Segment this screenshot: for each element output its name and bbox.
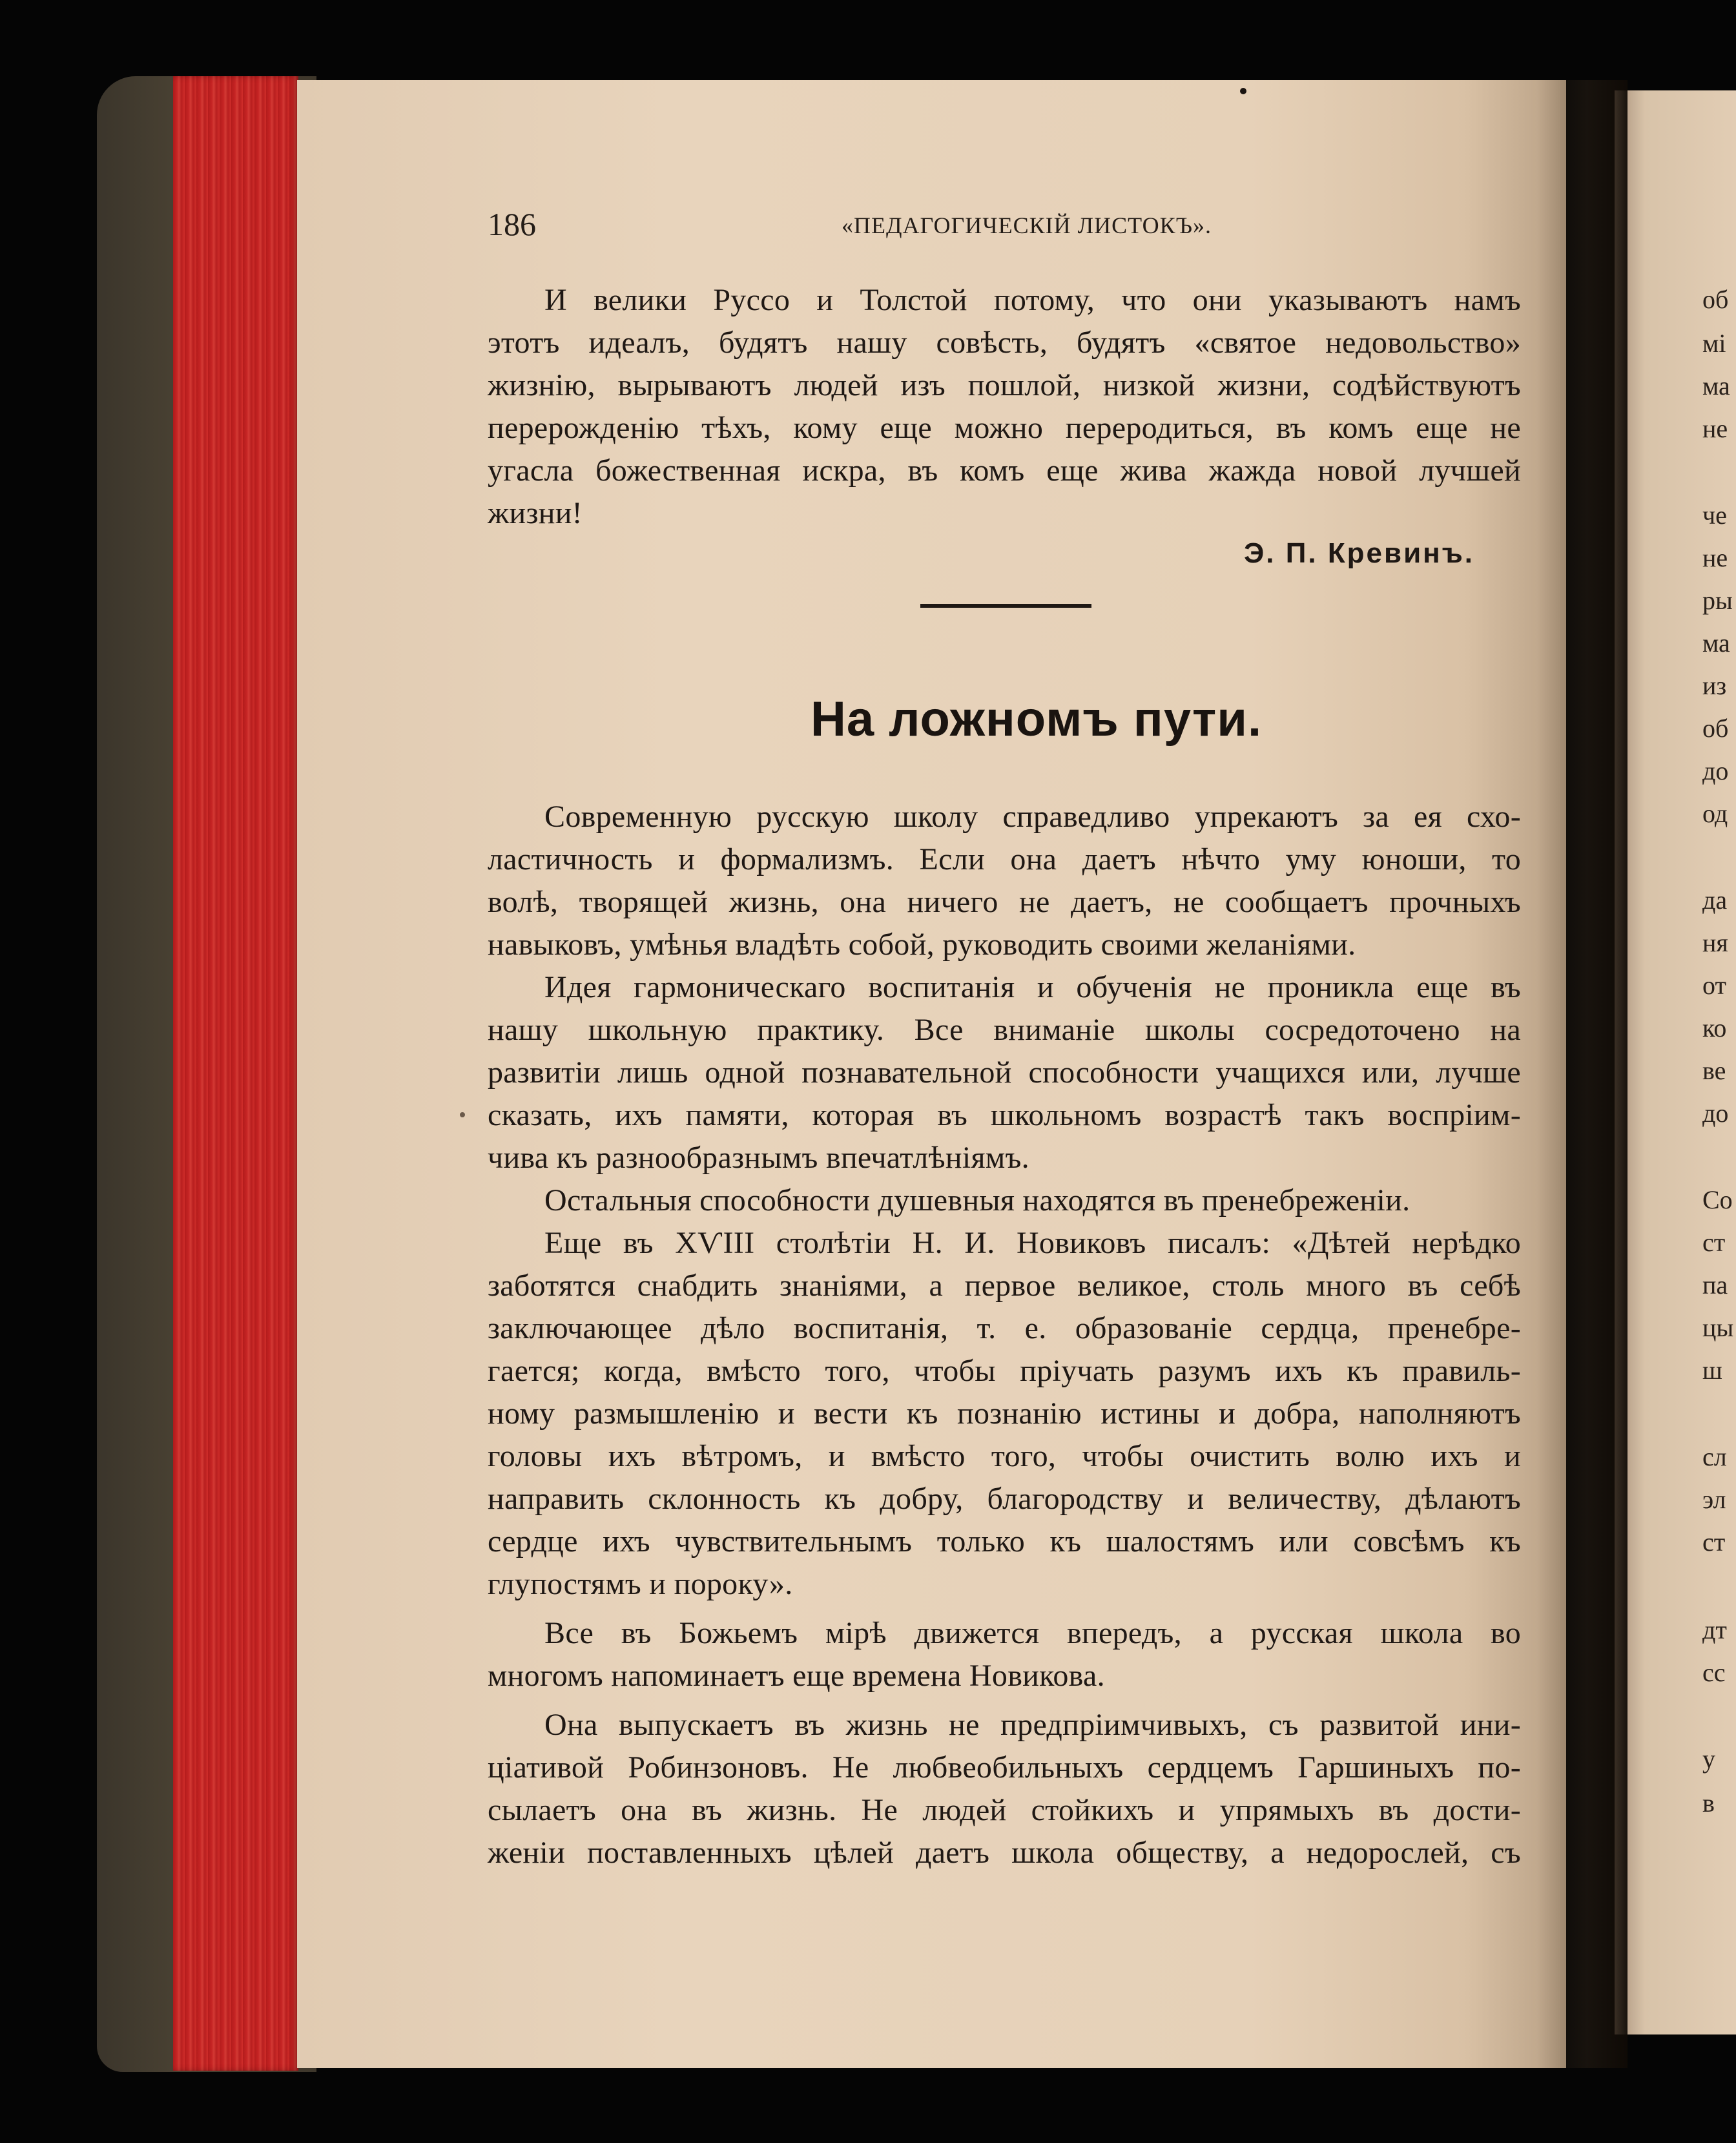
right-fragment: ры — [1702, 586, 1733, 615]
text-line: заботятся снабдить знаніями, а первое великое, столь много въ себѣ — [488, 1268, 1521, 1303]
right-fragment: об — [1702, 714, 1729, 743]
text-line: Все въ Божьемъ мірѣ движется впередъ, а русская школа во — [544, 1616, 1521, 1650]
text-line: ному размышленію и вести къ познанію истины и добра, наполняютъ — [488, 1396, 1521, 1431]
right-fragment: Со — [1702, 1185, 1733, 1214]
right-fragment: ш — [1702, 1356, 1722, 1385]
right-fragment: не — [1702, 414, 1728, 443]
ink-speck — [1240, 88, 1246, 94]
running-title: «ПЕДАГОГИЧЕСКІЙ ЛИСТОКЪ». — [842, 212, 1212, 238]
text-line: женіи поставленныхъ цѣлей даетъ школа обществу, а недорослей, съ — [488, 1836, 1521, 1870]
right-fragment: цы — [1702, 1313, 1734, 1342]
right-fragment: в — [1702, 1788, 1715, 1817]
text-line: этотъ идеалъ, будятъ нашу совѣсть, будятъ «святое недовольство» — [488, 326, 1521, 360]
right-fragment: па — [1702, 1270, 1728, 1299]
text-line: заключающее дѣло воспитанія, т. е. образованіе сердца, пренебре- — [488, 1311, 1521, 1345]
text-line: сердце ихъ чувствительнымъ только къ шалостямъ или совсѣмъ къ — [488, 1524, 1521, 1558]
text-line: волѣ, творящей жизнь, она ничего не даетъ, не сообщаетъ прочныхъ — [488, 885, 1521, 919]
right-fragment: ня — [1702, 928, 1728, 957]
right-fragment: ве — [1702, 1056, 1726, 1085]
right-fragment: ст — [1702, 1228, 1726, 1257]
right-fragment: до — [1702, 756, 1729, 785]
right-fragment: не — [1702, 543, 1728, 572]
right-fragment: че — [1702, 501, 1727, 530]
ink-speck — [460, 1112, 465, 1117]
right-fragment: мі — [1702, 329, 1726, 358]
text-line: сылаетъ она въ жизнь. Не людей стойкихъ и упрямыхъ въ дости- — [488, 1793, 1521, 1827]
text-line: навыковъ, умѣнья владѣть собой, руководить своими желаніями. — [488, 927, 1356, 962]
text-line: жизнію, вырываютъ людей изъ пошлой, низкой жизни, содѣйствуютъ — [488, 368, 1521, 402]
right-fragment: об — [1702, 285, 1729, 314]
right-fragment: сс — [1702, 1658, 1726, 1687]
right-fragment: ма — [1702, 628, 1730, 657]
page-number: 186 — [488, 206, 536, 242]
text-line: Современную русскую школу справедливо упрекаютъ за ея схо- — [544, 800, 1521, 834]
text-line: ціативой Робинзоновъ. Не любвеобильныхъ сердцемъ Гаршиныхъ по- — [488, 1750, 1521, 1785]
text-line: перерожденію тѣхъ, кому еще можно переродиться, въ комъ еще не — [488, 411, 1521, 445]
text-line: И велики Руссо и Толстой потому, что они указываютъ намъ — [544, 283, 1521, 317]
right-fragment: до — [1702, 1099, 1729, 1128]
right-fragment: из — [1702, 671, 1727, 700]
right-fragment: эл — [1702, 1485, 1726, 1514]
text-line: Она выпускаетъ въ жизнь не предпріимчивыхъ, съ развитой ини- — [544, 1708, 1521, 1742]
text-line: нашу школьную практику. Все вниманіе школы сосредоточено на — [488, 1013, 1521, 1047]
right-fragment: ма — [1702, 371, 1730, 400]
right-fragment: да — [1702, 885, 1728, 915]
right-fragment: от — [1702, 971, 1726, 1000]
author-signature: Э. П. Кревинъ. — [1244, 537, 1475, 569]
text-line: Остальныя способности душевныя находятся въ пренебреженіи. — [544, 1183, 1410, 1217]
right-fragment: ко — [1702, 1013, 1727, 1042]
text-line: головы ихъ вѣтромъ, и вмѣсто того, чтобы очистить волю ихъ и — [488, 1439, 1521, 1473]
text-line: ластичность и формализмъ. Если она даетъ нѣчто уму юноши, то — [488, 842, 1521, 876]
text-line: Идея гармоническаго воспитанія и обученія не проникла еще въ — [544, 970, 1521, 1004]
text-line: глупостямъ и пороку». — [488, 1567, 793, 1601]
right-fragment: сл — [1702, 1442, 1727, 1471]
text-line: угасла божественная искра, въ комъ еще жива жажда новой лучшей — [488, 453, 1521, 488]
right-fragment: ст — [1702, 1527, 1726, 1557]
text-line: жизни! — [488, 496, 583, 530]
section-separator — [920, 604, 1091, 608]
right-fragment: у — [1702, 1744, 1715, 1774]
right-fragment: дт — [1702, 1615, 1727, 1644]
text-line: развитіи лишь одной познавательной способности учащихся или, лучше — [488, 1055, 1521, 1090]
text-line: многомъ напоминаетъ еще времена Новикова. — [488, 1659, 1105, 1693]
book-gutter — [1537, 80, 1628, 2068]
red-page-edges — [173, 76, 298, 2071]
text-line: направить склонность къ добру, благородству и величеству, дѣлаютъ — [488, 1482, 1521, 1516]
article-title: На ложномъ пути. — [811, 692, 1263, 747]
text-line: сказать, ихъ памяти, которая въ школьномъ возрастѣ такъ воспріим- — [488, 1098, 1521, 1132]
text-line: Еще въ XѴIII столѣтіи Н. И. Новиковъ писалъ: «Дѣтей нерѣдко — [544, 1226, 1521, 1260]
text-line: чива къ разнообразнымъ впечатлѣніямъ. — [488, 1141, 1029, 1175]
running-head — [488, 205, 1521, 244]
text-line: гается; когда, вмѣсто того, чтобы пріучать разумъ ихъ къ правиль- — [488, 1354, 1521, 1388]
right-fragment: од — [1702, 799, 1728, 828]
